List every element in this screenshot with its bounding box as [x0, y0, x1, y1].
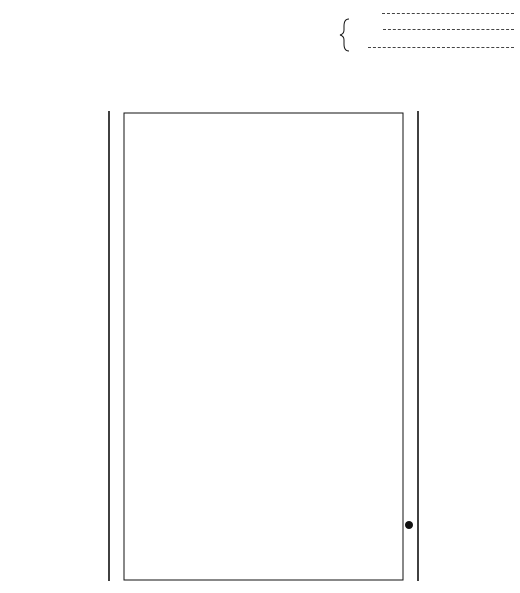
repair-dot-marker: [405, 521, 413, 529]
